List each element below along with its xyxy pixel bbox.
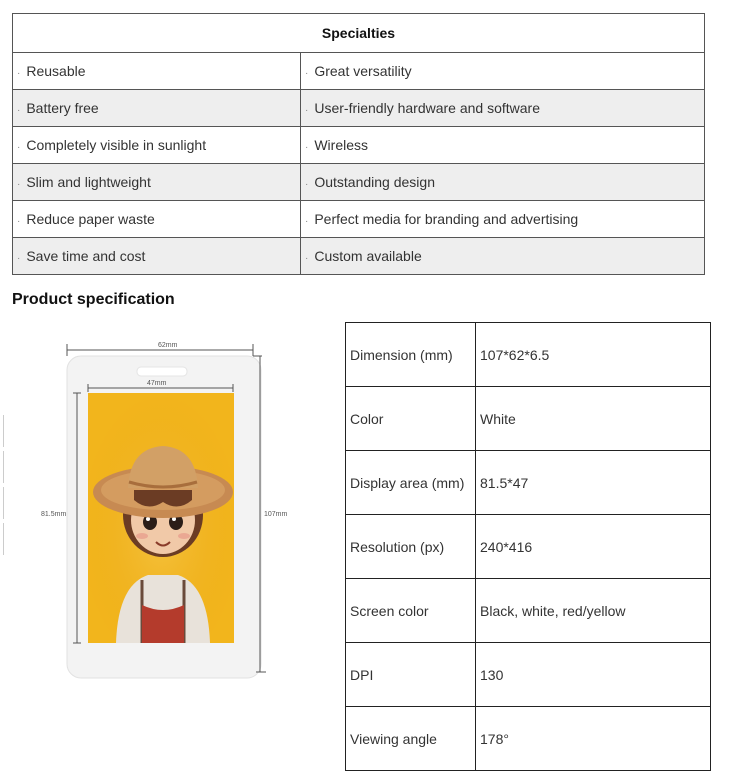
- badge-dimension-drawing: [30, 330, 310, 690]
- table-row: [346, 323, 711, 387]
- table-cell: · Save time and cost: [13, 238, 301, 275]
- table-row: [346, 515, 711, 579]
- table-row: [13, 238, 705, 275]
- table-cell: · Perfect media for branding and advertising: [301, 201, 705, 238]
- table-row: [13, 127, 705, 164]
- spec-value: 81.5*47: [476, 451, 711, 515]
- table-cell: · User-friendly hardware and software: [301, 90, 705, 127]
- table-row: [346, 643, 711, 707]
- table-row: [13, 201, 705, 238]
- table-row: [346, 707, 711, 771]
- spec-value: 130: [476, 643, 711, 707]
- dim-outer-height: 107mm: [264, 511, 288, 518]
- spec-label: Viewing angle: [346, 707, 476, 771]
- table-row: [13, 90, 705, 127]
- spec-value: White: [476, 387, 711, 451]
- dim-outer-width: 62mm: [158, 342, 178, 349]
- spec-value: 107*62*6.5: [476, 323, 711, 387]
- table-cell: · Battery free: [13, 90, 301, 127]
- table-cell: · Reusable: [13, 53, 301, 90]
- table-row: [346, 451, 711, 515]
- table-cell: · Great versatility: [301, 53, 705, 90]
- spec-label: Resolution (px): [346, 515, 476, 579]
- spec-label: Dimension (mm): [346, 323, 476, 387]
- spec-label: Display area (mm): [346, 451, 476, 515]
- table-cell: · Wireless: [301, 127, 705, 164]
- specialties-table: [12, 13, 705, 275]
- table-row: [13, 53, 705, 90]
- table-row: [346, 579, 711, 643]
- spec-label: Screen color: [346, 579, 476, 643]
- dim-inner-width: 47mm: [147, 380, 167, 387]
- table-row: [13, 164, 705, 201]
- spec-label: Color: [346, 387, 476, 451]
- spec-table: [345, 322, 711, 771]
- spec-label: DPI: [346, 643, 476, 707]
- product-spec-heading: Product specification: [12, 291, 175, 308]
- spec-value: 240*416: [476, 515, 711, 579]
- dim-inner-height: 81.5mm: [41, 511, 67, 518]
- spec-value: Black, white, red/yellow: [476, 579, 711, 643]
- table-cell: · Reduce paper waste: [13, 201, 301, 238]
- product-image: [30, 330, 310, 690]
- table-cell: · Completely visible in sunlight: [13, 127, 301, 164]
- specialties-title: Specialties: [13, 14, 705, 53]
- spec-value: 178°: [476, 707, 711, 771]
- table-cell: · Outstanding design: [301, 164, 705, 201]
- left-edge-marks: [0, 415, 4, 590]
- table-row: [346, 387, 711, 451]
- table-cell: · Slim and lightweight: [13, 164, 301, 201]
- table-cell: · Custom available: [301, 238, 705, 275]
